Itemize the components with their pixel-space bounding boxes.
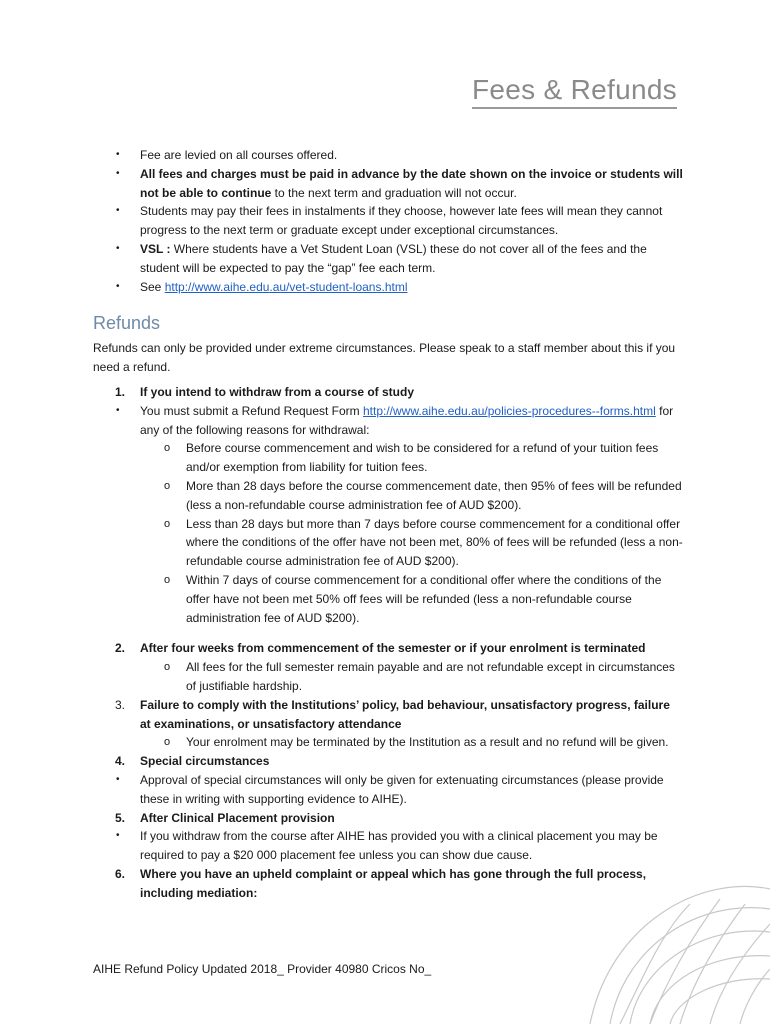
sub-text: Less than 28 days but more than 7 days before course commencement for a conditional offer where the conditions of the offer have not been met, 80% of fees will be refunded (less a non-refundable course administration fee of AUD $200). [186, 516, 683, 569]
section-title: If you intend to withdraw from a course of study [140, 385, 415, 399]
fee-text: Students may pay their fees in instalments if they choose, however late fees will mean they cannot progress to the next term or graduate except under exceptional circumstances. [140, 204, 663, 238]
section-number: 6. [115, 866, 126, 881]
fee-text: to the next term and graduation will not occur. [271, 185, 517, 200]
bullet-text: for any of the following reasons for withdrawal: [140, 403, 674, 437]
section-heading [93, 696, 683, 734]
bullet-text: If you withdraw from the course after AIHE has provided you with a clinical placement you may be required to pay a $20 000 placement fee unless you can show due cause. [140, 829, 658, 863]
list-item [93, 771, 683, 809]
bullet-text: Approval of special circumstances will only be given for extenuating circumstances (please provide these in writing with supporting evidence to AIHE). [140, 772, 664, 806]
bullet-icon: • [116, 773, 120, 785]
refund-sections [93, 383, 683, 903]
circle-bullet-icon: o [164, 442, 171, 455]
section-number: 3. [115, 697, 126, 712]
refund-form-link[interactable]: http://www.aihe.edu.au/policies-procedures--forms.html [363, 403, 656, 418]
list-item [93, 240, 683, 278]
circle-bullet-icon: o [164, 661, 171, 674]
sub-list-item [93, 477, 683, 515]
spacer [93, 627, 683, 639]
section-title: After four weeks from commencement of the semester or if your enrolment is terminated [140, 641, 646, 656]
circle-bullet-icon: o [164, 736, 171, 749]
bullet-icon: • [116, 149, 120, 160]
refunds-heading: Refunds [93, 313, 161, 333]
section-title: After Clinical Placement provision [140, 810, 335, 825]
section-number: 2. [115, 641, 126, 656]
sub-list-item [93, 515, 683, 571]
sub-text: Before course commencement and wish to be considered for a refund of your tuition fees and/or exemption from liability for tuition fees. [186, 441, 659, 475]
circle-bullet-icon: o [164, 479, 171, 492]
sub-list-item [93, 439, 683, 477]
section-number: 5. [115, 810, 126, 825]
sub-list-item [93, 571, 683, 627]
section-heading [93, 752, 683, 771]
section-heading [93, 383, 683, 402]
sub-list-item [93, 733, 683, 752]
bullet-icon: • [116, 167, 120, 179]
bullet-icon: • [116, 830, 120, 842]
sub-text: Within 7 days of course commencement for a conditional offer where the conditions of the offer have not been met 50% off fees will be refunded (less a non-refundable course administration fee of AUD $200). [186, 572, 662, 625]
section-number: 4. [115, 754, 126, 769]
vsl-link[interactable]: http://www.aihe.edu.au/vet-student-loans.html [164, 279, 408, 294]
section-heading [93, 809, 683, 828]
list-item [93, 165, 683, 203]
section-title: Where you have an upheld complaint or appeal which has gone through the full process, including mediation: [140, 866, 647, 900]
list-item [93, 827, 683, 865]
page-title: Fees & Refunds [472, 74, 677, 109]
list-item [93, 402, 683, 440]
bullet-icon: • [116, 404, 120, 416]
refunds-intro: Refunds can only be provided under extreme circumstances. Please speak to a staff member about this if you need a refund. [93, 341, 676, 374]
sub-text: Your enrolment may be terminated by the Institution as a result and no refund will be given. [186, 735, 669, 750]
page-footer: AIHE Refund Policy Updated 2018_ Provider 40980 Cricos No_ [93, 962, 432, 976]
fee-text: Where students have a Vet Student Loan (VSL) these do not cover all of the fees and the student will be expected to pay the “gap” fee each term. [140, 241, 647, 275]
section-title: Special circumstances [140, 754, 270, 769]
fee-bold-text: VSL : [140, 241, 171, 256]
section-title: Failure to comply with the Institutions’ policy, bad behaviour, unsatisfactory progress, failure at examinations, or unsatisfactory attendance [140, 697, 670, 731]
bullet-icon: • [116, 242, 120, 254]
decorative-arcs-graphic [580, 864, 770, 1024]
circle-bullet-icon: o [164, 573, 171, 586]
section-heading [93, 639, 683, 658]
sub-text: All fees for the full semester remain payable and are not refundable except in circumstances of justifiable hardship. [186, 660, 675, 693]
fee-bold-text: All fees and charges must be paid in advance by the date shown on the invoice or students will not be able to continue [140, 166, 683, 200]
fee-text: Fee are levied on all courses offered. [140, 148, 338, 162]
sub-list-item [93, 658, 683, 696]
list-item [93, 202, 683, 240]
circle-bullet-icon: o [164, 517, 171, 530]
fee-text: See [140, 279, 165, 294]
bullet-text: You must submit a Refund Request Form [140, 403, 363, 418]
section-number: 1. [115, 385, 126, 399]
list-item [93, 146, 683, 165]
sub-text: More than 28 days before the course commencement date, then 95% of fees will be refunded (less a non-refundable course administration fee of AUD $200). [186, 478, 682, 512]
fees-list [93, 146, 683, 296]
bullet-icon: • [116, 280, 120, 292]
bullet-icon: • [116, 205, 120, 217]
list-item [93, 278, 683, 297]
